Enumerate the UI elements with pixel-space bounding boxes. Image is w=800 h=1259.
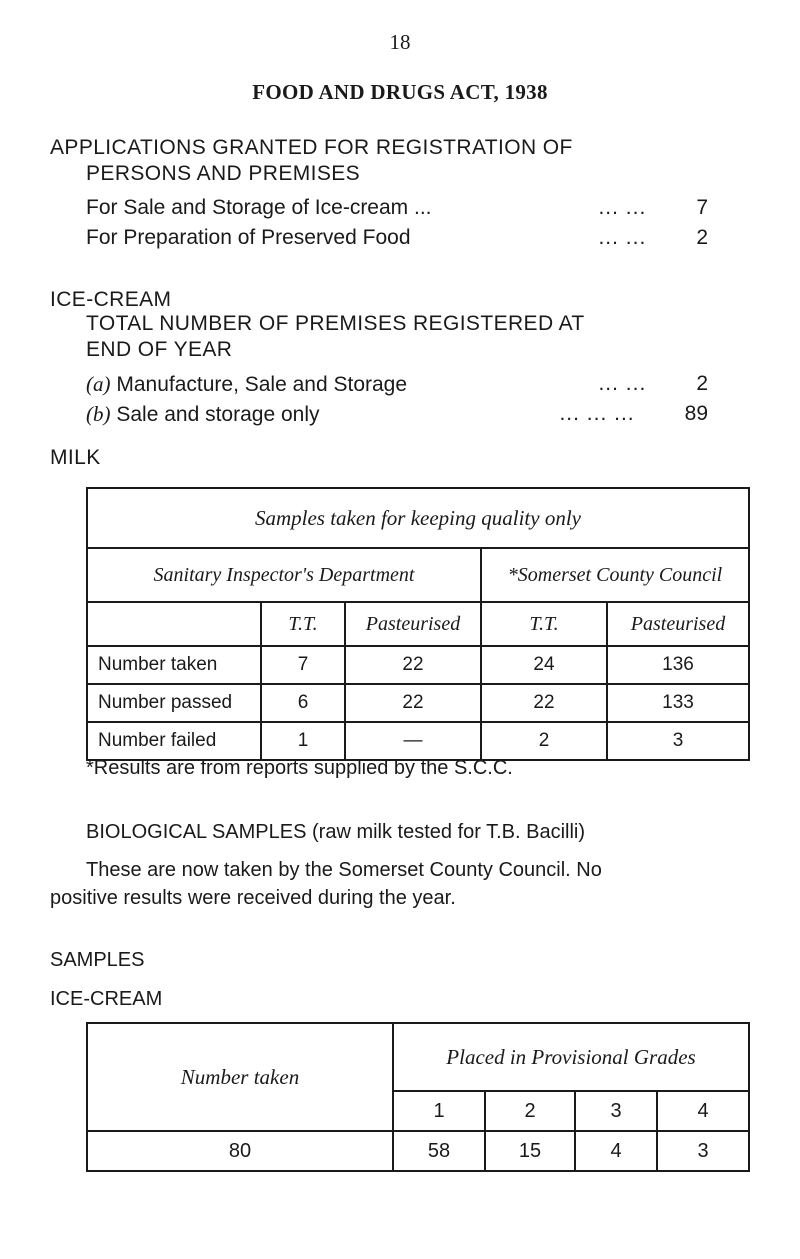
registration-item-icecream xyxy=(86,196,708,220)
table-cell: 24 xyxy=(481,646,607,684)
samples-subheading: ICE-CREAM xyxy=(50,988,163,1010)
grades-table-number-taken-header: Number taken xyxy=(87,1023,393,1131)
table-cell: 22 xyxy=(481,684,607,722)
item-marker: (a) xyxy=(86,372,111,396)
milk-table-col-header: T.T. xyxy=(481,602,607,646)
registration-item-label: For Sale and Storage of Ice-cream ... xyxy=(86,196,432,219)
icecream-grades-table xyxy=(86,1022,750,1172)
grade-value: 15 xyxy=(485,1131,575,1171)
grade-header: 1 xyxy=(393,1091,485,1131)
registration-item-preserved-food xyxy=(86,226,708,250)
icecream-item-label: Manufacture, Sale and Storage xyxy=(116,373,408,396)
milk-table-col-header: Pasteurised xyxy=(345,602,481,646)
milk-table-caption: Samples taken for keeping quality only xyxy=(87,488,749,548)
milk-table-col-header: T.T. xyxy=(261,602,345,646)
table-cell: 7 xyxy=(261,646,345,684)
icecream-item-value: 89 xyxy=(684,402,708,425)
leader-dots: ... ... xyxy=(598,226,647,249)
milk-table-group-sanitary: Sanitary Inspector's Department xyxy=(87,548,481,602)
grades-table-group-header: Placed in Provisional Grades xyxy=(393,1023,749,1091)
table-cell: 22 xyxy=(345,646,481,684)
grade-header: 3 xyxy=(575,1091,657,1131)
icecream-item-value: 2 xyxy=(696,372,708,395)
biological-heading: BIOLOGICAL SAMPLES (raw milk tested for T.B. Bacilli) xyxy=(86,821,586,843)
number-taken-value: 80 xyxy=(87,1131,393,1171)
table-cell: 133 xyxy=(607,684,749,722)
registration-heading-line1: APPLICATIONS GRANTED FOR REGISTRATION OF xyxy=(50,136,573,159)
table-row xyxy=(87,646,749,684)
icecream-subheading-line2: END OF YEAR xyxy=(86,338,233,361)
page-title: FOOD AND DRUGS ACT, 1938 xyxy=(252,80,548,104)
icecream-item-a xyxy=(86,372,708,397)
milk-table-blank-header xyxy=(87,602,261,646)
milk-footnote: *Results are from reports supplied by the S.C.C. xyxy=(86,757,513,779)
grade-header: 2 xyxy=(485,1091,575,1131)
table-cell: 6 xyxy=(261,684,345,722)
leader-dots: ... ... xyxy=(598,196,647,219)
leader-dots: ... ... xyxy=(598,372,647,395)
registration-heading-line2: PERSONS AND PREMISES xyxy=(86,162,361,185)
milk-table-col-header: Pasteurised xyxy=(607,602,749,646)
samples-heading: SAMPLES xyxy=(50,949,145,971)
item-marker: (b) xyxy=(86,402,111,426)
grade-value: 4 xyxy=(575,1131,657,1171)
milk-heading: MILK xyxy=(50,446,101,469)
grade-value: 3 xyxy=(657,1131,749,1171)
row-label: Number passed xyxy=(87,684,261,722)
table-cell: 136 xyxy=(607,646,749,684)
table-cell: 2 xyxy=(481,722,607,760)
icecream-subheading-line1: TOTAL NUMBER OF PREMISES REGISTERED AT xyxy=(86,312,585,335)
icecream-heading: ICE-CREAM xyxy=(50,288,172,311)
leader-dots: ... ... ... xyxy=(559,402,635,425)
milk-samples-table xyxy=(86,487,750,761)
row-label: Number taken xyxy=(87,646,261,684)
table-row xyxy=(87,1131,749,1171)
row-label: Number failed xyxy=(87,722,261,760)
grade-header: 4 xyxy=(657,1091,749,1131)
registration-item-value: 2 xyxy=(696,226,708,249)
icecream-item-label: Sale and storage only xyxy=(116,403,320,426)
page-number: 18 xyxy=(389,30,411,54)
registration-item-value: 7 xyxy=(696,196,708,219)
icecream-item-b xyxy=(86,402,708,427)
registration-item-label: For Preparation of Preserved Food xyxy=(86,226,411,249)
table-cell: — xyxy=(345,722,481,760)
table-row xyxy=(87,684,749,722)
biological-text-line1: These are now taken by the Somerset County Council. No xyxy=(86,859,602,881)
table-cell: 22 xyxy=(345,684,481,722)
milk-table-group-county: *Somerset County Council xyxy=(481,548,749,602)
biological-text-line2: positive results were received during the year. xyxy=(50,887,456,909)
grade-value: 58 xyxy=(393,1131,485,1171)
table-cell: 3 xyxy=(607,722,749,760)
table-cell: 1 xyxy=(261,722,345,760)
